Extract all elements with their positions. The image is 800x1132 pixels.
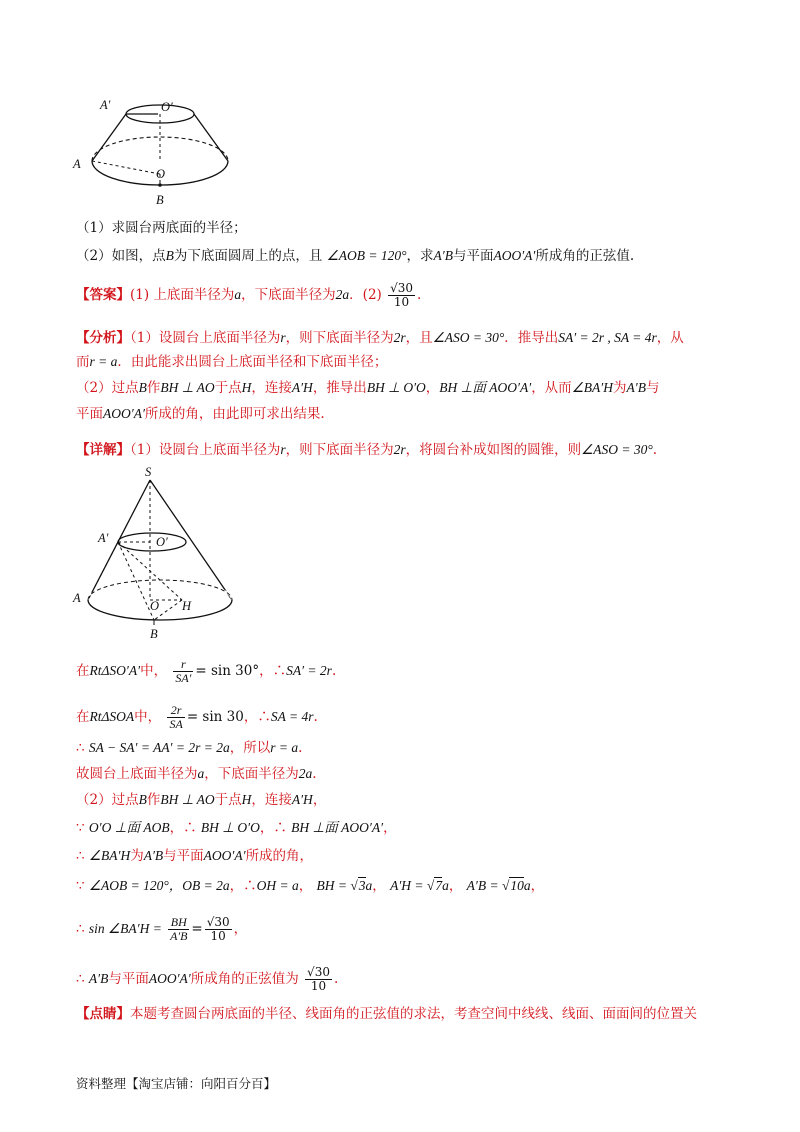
label-h: H xyxy=(182,599,192,613)
label-a-prime: A′ xyxy=(100,98,111,112)
step-10: ∴ A′B与平面AOO′A′所成角的正弦值为 $\frac{√30}{10}$ . xyxy=(76,965,339,993)
label-s: S xyxy=(145,465,152,479)
cone-figure xyxy=(70,462,240,642)
label-b: B xyxy=(156,193,164,207)
label-o-2: O xyxy=(150,599,160,613)
label-a-prime-2: A′ xyxy=(98,531,109,545)
label-o-prime: O′ xyxy=(161,100,173,114)
question-2: （2）如图，点B为下底面圆周上的点，且 ∠AOB = 120°，求A′B与平面AOO′A′所成角的正弦值. xyxy=(76,248,635,264)
step-9: ∴ sin ∠BA′H = $\frac{BH}{A'B}$ = $\frac{√30}{10}$ ， xyxy=(76,915,248,943)
analysis-line-1: 【分析】（1）设圆台上底面半径为r，则下底面半径为2r，且∠ASO = 30°．推导出SA′ = 2r , SA = 4r，从 xyxy=(76,330,684,346)
footer-source: 资料整理【淘宝店铺：向阳百分百】 xyxy=(76,1076,277,1091)
label-b-2: B xyxy=(150,627,158,641)
analysis-line-2: 而r = a．由此能求出圆台上底面半径和下底面半径； xyxy=(76,354,388,370)
question-1: （1）求圆台两底面的半径； xyxy=(76,220,247,236)
detail-line-1: 【详解】（1）设圆台上底面半径为r，则下底面半径为2r，将圆台补成如图的圆锥，则∠ASO = 30°. xyxy=(76,442,658,458)
label-a: A xyxy=(73,157,81,171)
label-a-2: A xyxy=(73,591,81,605)
frustum-figure xyxy=(70,92,240,212)
analysis-line-3: （2）过点B作BH ⊥ AO于点H，连接A′H，推导出BH ⊥ O′O，BH ⊥面 AOO′A′，从而∠BA′H为A′B与 xyxy=(76,380,660,396)
step-8: ∵ ∠AOB = 120°，OB = 2a，∴OH = a， BH = √3a， A′H = √7a， A′B = √10a， xyxy=(76,878,545,894)
step-7: ∴ ∠BA′H为A′B与平面AOO′A′所成的角， xyxy=(76,848,314,864)
answer-line: 【答案】(1) 上底面半径为a，下底面半径为2a．(2) $\frac{√30}{10}$ . xyxy=(76,281,422,309)
step-3: ∴ SA − SA′ = AA′ = 2r = 2a，所以r = a. xyxy=(76,740,303,756)
analysis-line-4: 平面AOO′A′所成的角，由此即可求出结果. xyxy=(76,406,325,422)
label-o: O xyxy=(156,167,166,181)
step-5: （2）过点B作BH ⊥ AO于点H，连接A′H， xyxy=(76,792,327,808)
label-o-prime-2: O′ xyxy=(156,535,168,549)
step-4: 故圆台上底面半径为a，下底面半径为2a. xyxy=(76,766,317,782)
step-2: 在RtΔSOA中， $\frac{2r}{SA}$ = sin 30，∴SA = 4r. xyxy=(76,703,318,731)
comment-line: 【点睛】本题考查圆台两底面的半径、线面角的正弦值的求法，考查空间中线线、线面、面面间的位置关 xyxy=(76,1006,697,1022)
step-6: ∵ O′O ⊥面 AOB，∴ BH ⊥ O′O，∴ BH ⊥面 AOO′A′， xyxy=(76,820,397,836)
step-1: 在RtΔSO′A′中， $\frac{r}{SA'}$ = sin 30°，∴SA′ = 2r. xyxy=(76,657,337,685)
